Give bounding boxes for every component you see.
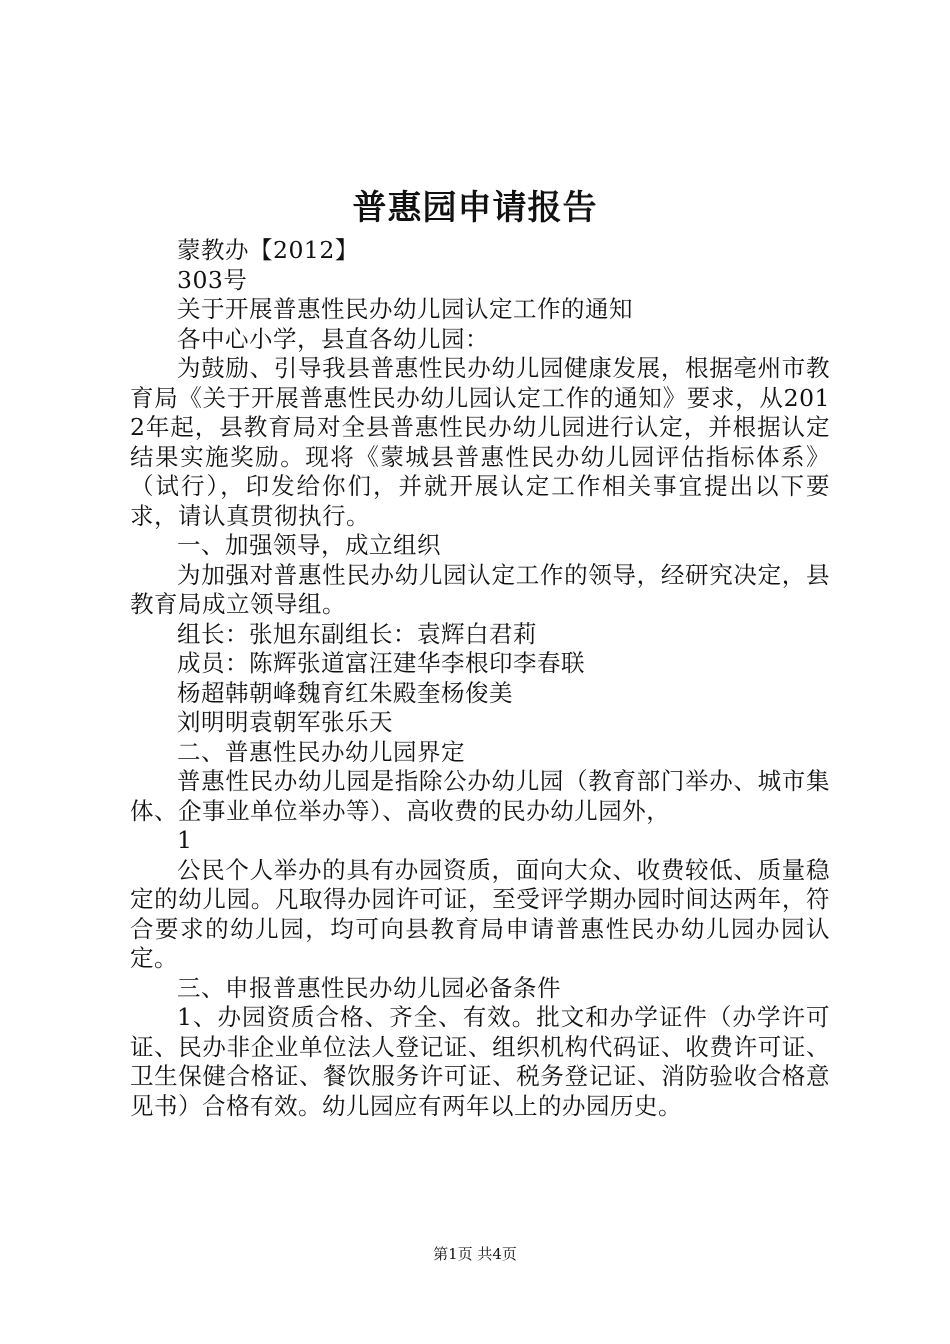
- paragraph-condition-1: 1、办园资质合格、齐全、有效。批文和办学证件（办学许可证、民办非企业单位法人登记证、组织机构代码证、收费许可证、卫生保健合格证、餐饮服务许可证、税务登记证、消防验收合格意见书）合格有效。幼儿园应有两年以上的办园历史。: [130, 1003, 830, 1120]
- paragraph-definition-cont: 公民个人举办的具有办园资质，面向大众、收费较低、质量稳定的幼儿园。凡取得办园许可证，至受评学期办园时间达两年，符合要求的幼儿园，均可向县教育局申请普惠性民办幼儿园办园认定。: [130, 855, 830, 972]
- section-heading-1: 一、加强领导，成立组织: [177, 531, 441, 559]
- group-members-2: 杨超韩朝峰魏育红朱殿奎杨俊美: [177, 678, 513, 707]
- group-leaders: 组长：张旭东副组长：袁辉白君莉: [177, 619, 537, 648]
- doc-number: 蒙教办【2012】: [177, 236, 359, 264]
- document-title: 普惠园申请报告: [352, 188, 598, 228]
- document-body: [130, 236, 830, 1121]
- inline-page-number: 1: [177, 826, 193, 854]
- group-members-3: 刘明明袁朝军张乐天: [177, 708, 393, 736]
- section-heading-2: 二、普惠性民办幼儿园界定: [177, 737, 465, 766]
- group-members-1: 成员：陈辉张道富汪建华李根印李春联: [177, 649, 585, 677]
- notice-title: 关于开展普惠性民办幼儿园认定工作的通知: [177, 295, 633, 323]
- section-heading-3: 三、申报普惠性民办幼儿园必备条件: [177, 973, 561, 1002]
- paragraph-definition: 普惠性民办幼儿园是指除公办幼儿园（教育部门举办、城市集体、企事业单位举办等）、高收费的民办幼儿园外，: [130, 767, 830, 825]
- paragraph-leadership: 为加强对普惠性民办幼儿园认定工作的领导，经研究决定，县教育局成立领导组。: [130, 560, 830, 618]
- doc-number-suffix: 303号: [177, 265, 248, 294]
- page-footer: 第1页 共4页: [433, 1245, 517, 1263]
- salutation: 各中心小学，县直各幼儿园：: [177, 324, 489, 353]
- paragraph-intro: 为鼓励、引导我县普惠性民办幼儿园健康发展，根据亳州市教育局《关于开展普惠性民办幼儿园认定工作的通知》要求，从2012年起，县教育局对全县普惠性民办幼儿园进行认定，并根据认定结果实施奖励。现将《蒙城县普惠性民办幼儿园评估指标体系》（试行），印发给你们，并就开展认定工作相关事宜提出以下要求，请认真贯彻执行。: [130, 354, 830, 530]
